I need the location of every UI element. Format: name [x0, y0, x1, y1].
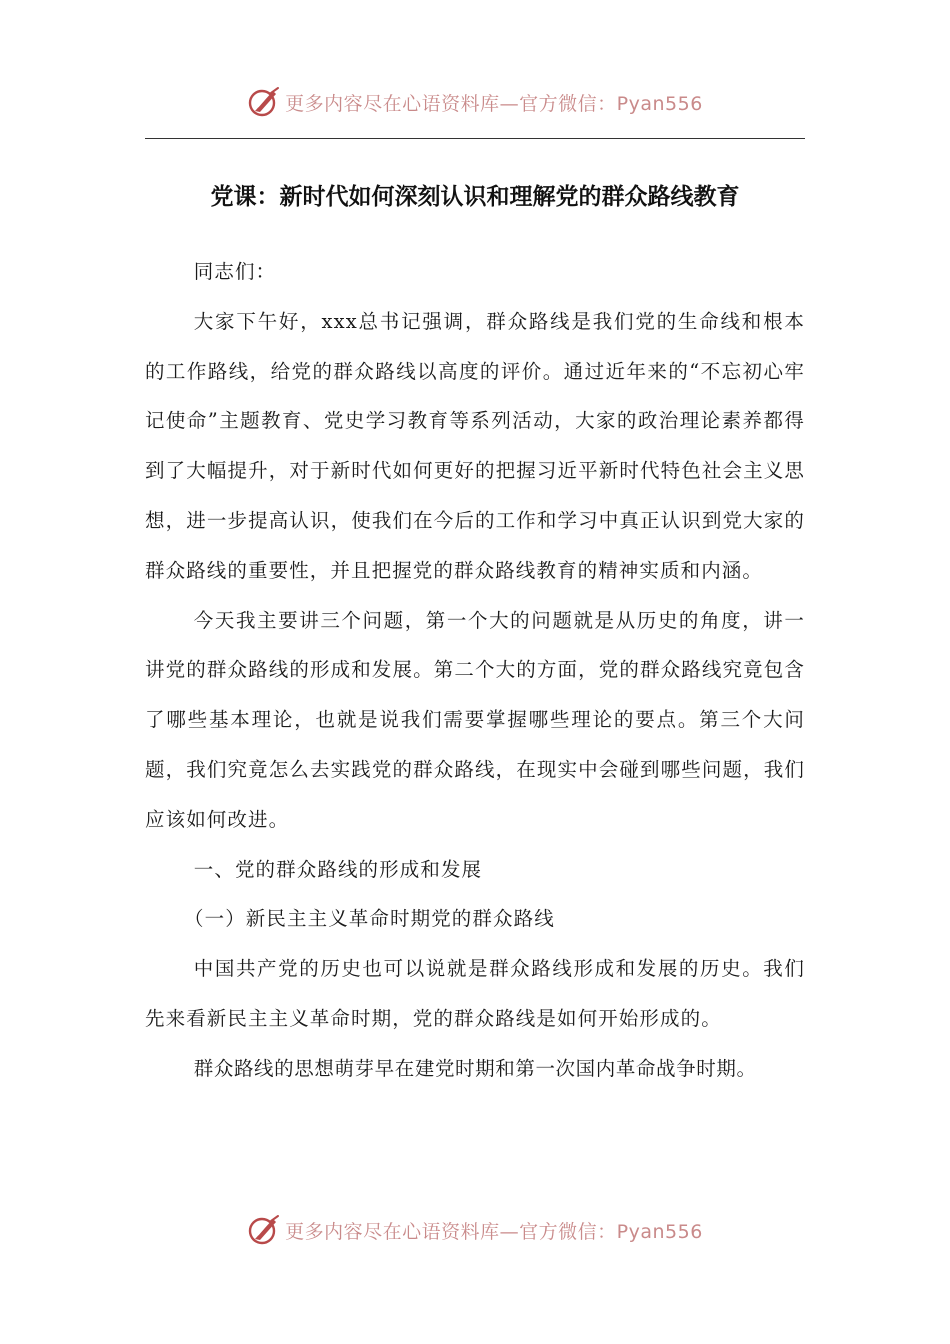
- header-divider: [145, 138, 805, 139]
- header-banner: [0, 82, 950, 122]
- quill-logo-icon: [247, 1213, 281, 1247]
- paragraph-salutation: 同志们：: [193, 260, 277, 283]
- section-heading-1: 一、党的群众路线的形成和发展: [193, 857, 483, 881]
- document-body: [145, 247, 805, 1094]
- quill-logo-icon: [247, 85, 281, 119]
- paragraph-outline: 今天我主要讲三个问题，第一个大的问题就是从历史的角度，讲一讲党的群众路线的形成和发展。第二个大的方面，党的群众路线究竟包含了哪些基本理论，也就是说我们需要掌握哪些理论的要点。第三个大问题，我们究竟怎么去实践党的群众路线，在现实中会碰到哪些问题，我们应该如何改进。: [145, 608, 805, 831]
- paragraph-history: 中国共产党的历史也可以说就是群众路线形成和发展的历史。我们先来看新民主主义革命时期，党的群众路线是如何开始形成的。: [145, 957, 805, 1030]
- subsection-heading-1: （一）新民主主义革命时期党的群众路线: [184, 907, 555, 931]
- document-title: 党课：新时代如何深刻认识和理解党的群众路线教育: [210, 183, 740, 210]
- paragraph-intro: 大家下午好，xxx总书记强调，群众路线是我们党的生命线和根本的工作路线，给党的群众路线以高度的评价。通过近年来的“不忘初心牢记使命”主题教育、党史学习教育等系列活动，大家的政治理论素养都得到了大幅提升，对于新时代如何更好的把握习近平新时代特色社会主义思想，进一步提高认识，使我们在今后的工作和学习中真正认识到党大家的群众路线的重要性，并且把握党的群众路线教育的精神实质和内涵。: [145, 309, 805, 582]
- footer-banner: [0, 1210, 950, 1250]
- header-banner-text: 更多内容尽在心语资料库—官方微信：Pyan556: [285, 92, 703, 115]
- footer-banner-text: 更多内容尽在心语资料库—官方微信：Pyan556: [285, 1220, 703, 1243]
- paragraph-origin: 群众路线的思想萌芽早在建党时期和第一次国内革命战争时期。: [193, 1056, 757, 1080]
